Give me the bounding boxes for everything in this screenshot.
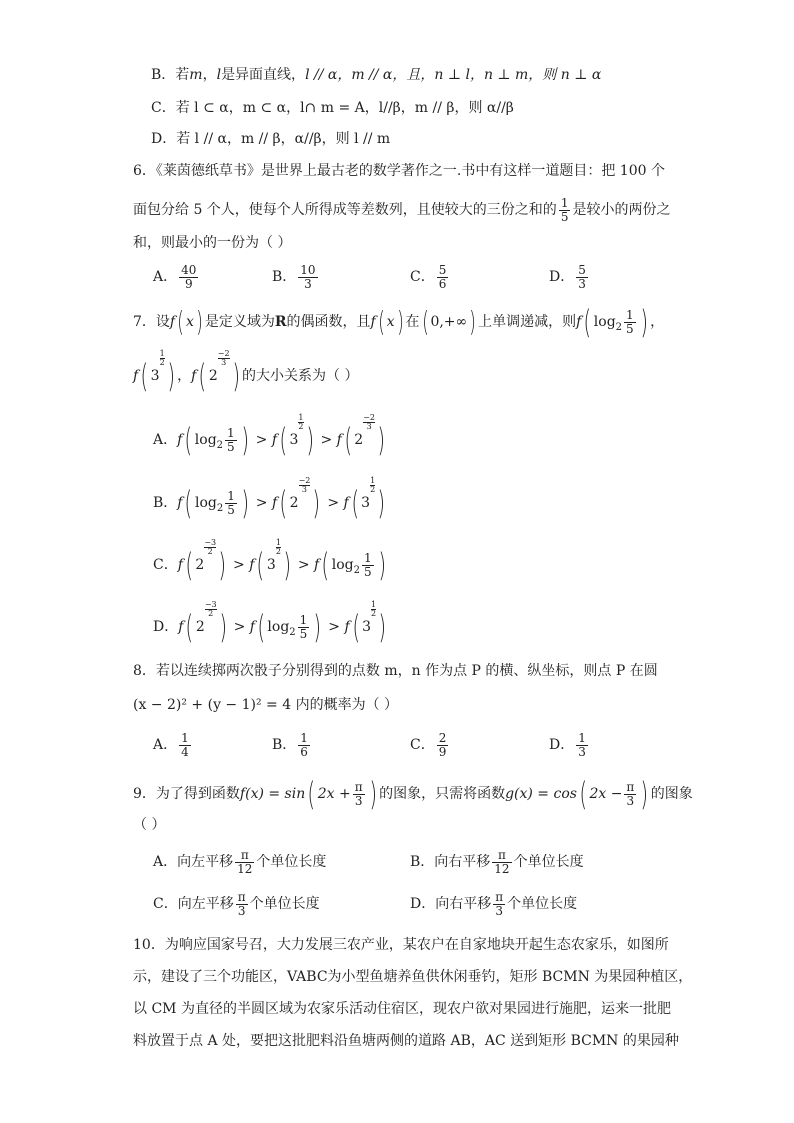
q6-c-den: 6 bbox=[438, 276, 447, 291]
q6-b-num: 10 bbox=[300, 263, 316, 277]
q7-d-e2d: 2 bbox=[371, 609, 377, 618]
q7-c-log: log bbox=[331, 557, 354, 573]
q7-a-gt2: > bbox=[320, 432, 333, 448]
q7-d-e1m: − bbox=[204, 600, 212, 609]
q7-c-f1: f bbox=[177, 557, 183, 573]
q7-a-o3: ( bbox=[344, 421, 352, 459]
q7-log-base: 2 bbox=[615, 321, 623, 333]
q5-option-d bbox=[151, 132, 390, 146]
q7-p6: 的大小关系为（ ） bbox=[242, 368, 359, 384]
q6-option-b[interactable] bbox=[272, 264, 320, 290]
q7-b-log: log bbox=[194, 495, 217, 511]
q9-c-pi: π bbox=[237, 890, 246, 904]
q7-c-two: 2 bbox=[195, 557, 205, 573]
q8-c-num: 2 bbox=[438, 731, 447, 745]
q7-b-f3: f bbox=[343, 495, 349, 511]
q9-c-unit: 个单位长度 bbox=[249, 896, 320, 913]
q9-b-frac bbox=[492, 849, 511, 875]
q9-option-b[interactable] bbox=[410, 849, 584, 875]
q7-d-gt2: > bbox=[328, 619, 340, 635]
q6-line-1: 6．《莱茵德纸草书》是世界上最古老的数学著作之一.书中有这样一道题目：把 100 个 bbox=[133, 163, 665, 179]
q8-b-frac bbox=[298, 732, 310, 758]
q7-p1: 7．设 bbox=[133, 314, 170, 330]
q8-c-den: 9 bbox=[438, 744, 447, 759]
q9-c-den: 3 bbox=[237, 903, 246, 918]
q6-line-2a: 面包分给 5 个人，使每个人所得成等差数列，且使较大的三份之和的 bbox=[133, 202, 557, 219]
q8-c-frac bbox=[437, 732, 449, 758]
q7-b-num: 1 bbox=[227, 488, 235, 503]
q6-line-2 bbox=[133, 197, 670, 223]
q9-a-pi: π bbox=[235, 849, 254, 863]
q7-exp-minus: − bbox=[217, 349, 225, 358]
q9-g-expr: g(x) = cos bbox=[505, 786, 577, 802]
q7-d-o1: ( bbox=[185, 608, 194, 646]
q7-d-den: 5 bbox=[299, 626, 308, 641]
q9-arg2: 2x − bbox=[589, 786, 623, 802]
q9-pi1: π bbox=[354, 779, 363, 794]
q9-a-unit: 个单位长度 bbox=[256, 854, 327, 871]
q7-comma: ， bbox=[650, 314, 665, 330]
q7-option-c[interactable] bbox=[153, 538, 388, 584]
q7-d-num: 1 bbox=[299, 612, 308, 627]
q7-p4: 在 bbox=[405, 314, 420, 330]
q7-b-three: 3 bbox=[361, 495, 371, 511]
q9-close1: ) bbox=[369, 775, 377, 813]
q7-line-2 bbox=[133, 349, 359, 395]
q7-c-o1: ( bbox=[185, 546, 193, 584]
q8-line-1: 8．若以连续掷两次骰子分别得到的点数 m，n 作为点 P 的横、纵坐标，则点 P 在圆 bbox=[133, 663, 658, 679]
q7-p5: 上单调递减，则 bbox=[478, 314, 577, 330]
q6-c-num: 5 bbox=[438, 263, 447, 277]
q9-three2: 3 bbox=[626, 793, 635, 808]
q9-b-pi: π bbox=[492, 849, 511, 863]
q7-d-o2: ( bbox=[257, 608, 265, 646]
q7-a-e2m: − bbox=[363, 413, 370, 422]
q7-c-e1n bbox=[204, 538, 216, 547]
q9-d-unit: 个单位长度 bbox=[507, 896, 578, 913]
q9-three1: 3 bbox=[354, 793, 363, 808]
q7-a-e1n: 1 bbox=[298, 413, 304, 422]
q7-b-two: 2 bbox=[289, 495, 299, 511]
q7-a-c1: ) bbox=[241, 421, 249, 459]
q9-d-den: 3 bbox=[495, 903, 503, 918]
q7-c-o3: ( bbox=[321, 546, 330, 584]
q9-d-frac bbox=[493, 891, 505, 917]
q7-c-exp2 bbox=[276, 539, 281, 556]
q6-frac-den: 5 bbox=[560, 209, 569, 224]
q7-d-e2n: 1 bbox=[371, 600, 377, 609]
q7-paren-open: ( bbox=[177, 305, 184, 338]
q6-a-frac bbox=[179, 264, 198, 290]
q7-big-open: ( bbox=[583, 303, 592, 341]
q6-a-num: 40 bbox=[181, 263, 197, 277]
q9-p2: 的图象，只需将函数 bbox=[379, 786, 506, 802]
q7-c-gt2: > bbox=[297, 557, 310, 573]
q9-d-pi: π bbox=[495, 890, 504, 904]
q7-b-f2: f bbox=[271, 495, 278, 511]
q8-d-frac bbox=[576, 732, 588, 758]
q9-frac1 bbox=[353, 781, 365, 807]
q7-exp-23-n: 2 bbox=[224, 349, 230, 358]
q9-arg1: 2x + bbox=[317, 786, 351, 802]
q7-d-o3: ( bbox=[352, 608, 360, 646]
q5-option-b bbox=[151, 68, 601, 82]
q9-a-frac bbox=[235, 849, 254, 875]
q8-a-num: 1 bbox=[181, 731, 189, 745]
q9-line-2: （ ） bbox=[133, 817, 166, 833]
q7-c-three: 3 bbox=[266, 557, 276, 573]
q7-d-f1: f bbox=[178, 619, 184, 635]
q7-b-e2n: 1 bbox=[370, 476, 376, 485]
q8-b-label: B． bbox=[272, 737, 297, 754]
q9-d-text: D．向右平移 bbox=[410, 896, 492, 913]
q6-d-num: 5 bbox=[578, 263, 586, 277]
q7-f5: f bbox=[191, 368, 197, 384]
q8-option-b[interactable] bbox=[272, 732, 312, 758]
q8-option-c[interactable] bbox=[410, 732, 450, 758]
q5-b-m: m bbox=[189, 67, 203, 83]
q7-paren-close: ) bbox=[196, 305, 203, 338]
q7-d-c1: ) bbox=[219, 608, 227, 646]
q7-c-e1m: − bbox=[204, 538, 212, 547]
q6-c-frac bbox=[437, 264, 449, 290]
q7-b-gt2: > bbox=[327, 495, 340, 511]
q7-f4: f bbox=[133, 368, 139, 384]
q7-den: 5 bbox=[626, 321, 634, 336]
q7-c-base: 2 bbox=[353, 564, 360, 576]
q9-option-d[interactable] bbox=[410, 891, 577, 917]
q7-a-o2: ( bbox=[279, 421, 287, 459]
q7-f2: f bbox=[370, 314, 376, 330]
q7-c-gt1: > bbox=[233, 557, 245, 573]
q7-a-e2d: 3 bbox=[363, 422, 375, 431]
q9-pi2: π bbox=[626, 779, 635, 794]
q8-a-den: 4 bbox=[181, 744, 189, 759]
q6-option-d[interactable] bbox=[549, 264, 590, 290]
q7-c-e1d: 2 bbox=[204, 547, 216, 556]
q7-d-c3: ) bbox=[378, 608, 387, 646]
q7-b-den: 5 bbox=[227, 502, 235, 517]
q7-b-exp1 bbox=[299, 477, 311, 494]
q9-b-unit: 个单位长度 bbox=[513, 854, 584, 871]
q7-paren-close2: ) bbox=[396, 305, 404, 338]
q7-three: 3 bbox=[150, 368, 160, 384]
q7-d-two: 2 bbox=[195, 619, 205, 635]
q7-interval: 0,+∞ bbox=[430, 314, 468, 330]
q7-c-num: 1 bbox=[363, 550, 372, 565]
q7-a-e2n bbox=[363, 413, 375, 422]
q6-d-label: D． bbox=[549, 269, 575, 286]
q7-b-base: 2 bbox=[216, 502, 224, 514]
q7-R: R bbox=[274, 314, 287, 330]
q7-a-num: 1 bbox=[227, 425, 235, 440]
q7-exp-half-num: 1 bbox=[159, 349, 165, 358]
q7-b-e2d: 2 bbox=[370, 485, 376, 494]
q6-b-label: B． bbox=[272, 269, 297, 286]
q7-a-e1d: 2 bbox=[298, 422, 304, 431]
q5-d-text: D．若 l // α，m // β，α//β，则 l // m bbox=[151, 131, 391, 147]
q8-option-a[interactable] bbox=[153, 732, 193, 758]
q9-f-expr: f(x) = sin bbox=[239, 786, 306, 802]
q7-c-e2d: 2 bbox=[275, 547, 281, 556]
q7-l2-open: ( bbox=[140, 357, 149, 395]
q9-c-frac bbox=[236, 891, 248, 917]
q7-log: log bbox=[593, 314, 616, 330]
q9-p3: 的图象 bbox=[650, 786, 693, 802]
q5-b-conditions: l // α，m // α，且，n ⊥ l，n ⊥ m，则 n ⊥ α bbox=[305, 67, 602, 83]
q9-b-text: B．向右平移 bbox=[410, 854, 491, 871]
q7-a-o1: ( bbox=[184, 421, 193, 459]
q5-b-l: l bbox=[216, 67, 222, 83]
q7-b-f1: f bbox=[177, 495, 183, 511]
q6-line-3: 和，则最小的一份为（ ） bbox=[133, 235, 292, 251]
q9-c-text: C．向左平移 bbox=[153, 896, 234, 913]
q7-option-a[interactable] bbox=[153, 413, 388, 459]
q7-a-c3: ) bbox=[377, 421, 386, 459]
q6-b-frac bbox=[298, 264, 317, 290]
q7-big-close: ) bbox=[640, 303, 648, 341]
q7-a-log: log bbox=[194, 432, 217, 448]
q7-d-log: log bbox=[267, 619, 290, 635]
q7-c-c1: ) bbox=[218, 546, 227, 584]
q7-exp-23-num bbox=[218, 349, 230, 358]
q7-b-e1d: 3 bbox=[299, 485, 311, 494]
q10-line-2: 示，建设了三个功能区，VABC为小型鱼塘养鱼供休闲垂钓，矩形 BCMN 为果园种植区， bbox=[133, 969, 693, 985]
q7-d-e1nn: 3 bbox=[211, 600, 217, 609]
q6-d-den: 3 bbox=[578, 276, 586, 291]
q9-frac2 bbox=[624, 781, 636, 807]
q8-option-d[interactable] bbox=[549, 732, 590, 758]
q8-b-num: 1 bbox=[300, 731, 308, 745]
q7-frac-1-5 bbox=[624, 309, 636, 335]
q7-b-e1m: − bbox=[298, 476, 306, 485]
q7-a-den: 5 bbox=[227, 439, 235, 454]
q7-c-f2: f bbox=[249, 557, 255, 573]
q6-line-2b: 是较小的两份之 bbox=[572, 202, 671, 219]
q9-open1: ( bbox=[307, 775, 316, 813]
q9-close2: ) bbox=[640, 775, 649, 813]
q7-l2-close: ) bbox=[167, 357, 175, 395]
q7-d-e1n bbox=[205, 600, 217, 609]
q7-two: 2 bbox=[208, 368, 218, 384]
q7-c-label: C． bbox=[153, 557, 178, 573]
q6-a-den: 9 bbox=[184, 276, 193, 291]
q7-b-gt1: > bbox=[255, 495, 268, 511]
q10-line-1: 10．为响应国家号召，大力发展三农产业，某农户在自家地块开起生态农家乐，如图所 bbox=[133, 937, 669, 953]
q7-c-exp1 bbox=[204, 539, 216, 556]
q5-b-text: 是异面直线， bbox=[221, 67, 306, 83]
q7-exp-23-den: 3 bbox=[218, 358, 230, 367]
q7-a-f1: f bbox=[177, 432, 183, 448]
q7-a-c2: ) bbox=[305, 421, 314, 459]
q7-c-f3: f bbox=[314, 557, 320, 573]
q7-d-f3: f bbox=[344, 619, 350, 635]
q8-a-frac bbox=[179, 732, 191, 758]
q9-line-1 bbox=[133, 775, 693, 813]
q6-d-frac bbox=[576, 264, 588, 290]
q7-b-label: B． bbox=[153, 495, 178, 511]
q7-comma2: ， bbox=[177, 368, 192, 384]
q7-b-frac bbox=[225, 490, 237, 516]
q7-option-b[interactable] bbox=[153, 476, 388, 522]
q7-f3: f bbox=[576, 314, 582, 330]
q8-b-den: 6 bbox=[300, 744, 308, 759]
q7-exp-23 bbox=[218, 350, 230, 367]
q6-option-c[interactable] bbox=[410, 264, 450, 290]
q6-fraction bbox=[559, 197, 571, 223]
q7-l2-close2: ) bbox=[232, 357, 240, 395]
q7-exp-half bbox=[160, 350, 165, 367]
q7-c-c3: ) bbox=[378, 546, 386, 584]
q7-interval-open: ( bbox=[421, 305, 429, 338]
q7-d-label: D． bbox=[153, 619, 179, 635]
q7-c-e2n: 1 bbox=[275, 538, 281, 547]
q7-b-c2: ) bbox=[312, 484, 321, 522]
q7-c-c2: ) bbox=[283, 546, 291, 584]
q7-d-base: 2 bbox=[289, 626, 296, 638]
q7-c-den: 5 bbox=[363, 564, 372, 579]
q7-a-gt1: > bbox=[255, 432, 268, 448]
q7-a-f3: f bbox=[336, 432, 342, 448]
q7-line-1 bbox=[133, 303, 665, 341]
q6-a-label: A． bbox=[153, 269, 178, 286]
q7-b-o1: ( bbox=[184, 484, 193, 522]
q7-b-c1: ) bbox=[241, 484, 249, 522]
q9-p1: 9．为了得到函数 bbox=[133, 786, 240, 802]
q7-option-d[interactable] bbox=[153, 600, 389, 646]
q8-a-label: A． bbox=[153, 737, 178, 754]
q7-b-e1n bbox=[299, 476, 311, 485]
q10-line-3: 以 CM 为直径的半圆区域为农家乐活动住宿区，现农户欲对果园进行施肥，运来一批肥 bbox=[133, 1001, 671, 1017]
q9-open2: ( bbox=[579, 775, 587, 813]
q9-a-den: 12 bbox=[237, 861, 253, 876]
q8-c-label: C． bbox=[410, 737, 435, 754]
q10-line-4: 料放置于点 A 处，要把这批肥料沿鱼塘两侧的道路 AB，AC 送到矩形 BCMN 的果园种 bbox=[133, 1033, 679, 1049]
q7-paren-open2: ( bbox=[377, 305, 385, 338]
q8-line-2: (x − 2)² + (y − 1)² = 4 内的概率为（ ） bbox=[133, 697, 399, 713]
q7-a-f2: f bbox=[271, 432, 277, 448]
q7-a-frac bbox=[225, 427, 237, 453]
q7-a-two: 2 bbox=[354, 432, 364, 448]
q7-num: 1 bbox=[626, 307, 634, 322]
q7-exp-half-den: 2 bbox=[159, 358, 165, 367]
q7-d-exp2 bbox=[371, 601, 376, 618]
q7-f: f bbox=[169, 314, 176, 330]
q7-b-e1nn: 2 bbox=[305, 476, 311, 485]
q8-d-label: D． bbox=[549, 737, 575, 754]
q7-d-exp1 bbox=[205, 601, 217, 618]
q7-x: x bbox=[186, 314, 194, 330]
q6-c-label: C． bbox=[410, 269, 435, 286]
q7-b-o3: ( bbox=[351, 484, 359, 522]
q7-a-base: 2 bbox=[216, 439, 224, 451]
q7-d-frac bbox=[298, 614, 310, 640]
q7-a-label: A． bbox=[153, 432, 178, 448]
q7-b-c3: ) bbox=[377, 484, 386, 522]
q7-b-exp2 bbox=[370, 477, 375, 494]
q9-option-c[interactable] bbox=[153, 891, 320, 917]
q7-l2-open2: ( bbox=[198, 357, 207, 395]
q5-c-text: C．若 l ⊂ α，m ⊂ α，l∩ m = A，l//β，m // β，则 α//β bbox=[151, 100, 514, 116]
q9-option-a[interactable] bbox=[153, 849, 326, 875]
q7-d-f2: f bbox=[249, 619, 255, 635]
q8-d-den: 3 bbox=[578, 744, 586, 759]
q5-b-comma: ， bbox=[202, 67, 217, 83]
q6-b-den: 3 bbox=[304, 276, 312, 291]
q7-d-three: 3 bbox=[362, 619, 372, 635]
q9-b-den: 12 bbox=[494, 861, 510, 876]
q5-b-label: B．若 bbox=[151, 67, 190, 83]
q7-x2: x bbox=[386, 314, 395, 330]
q7-p2: 是定义域为 bbox=[204, 314, 275, 330]
q7-d-e1d: 2 bbox=[205, 609, 217, 618]
q7-interval-close: ) bbox=[469, 305, 476, 338]
q7-a-exp1 bbox=[298, 414, 303, 431]
q7-c-frac bbox=[362, 552, 374, 578]
q5-option-c bbox=[151, 101, 514, 115]
q6-frac-num: 1 bbox=[560, 196, 569, 210]
q7-d-c2: ) bbox=[313, 608, 322, 646]
q7-a-e2nn: 2 bbox=[369, 413, 376, 422]
q9-a-text: A．向左平移 bbox=[153, 854, 234, 871]
q7-c-o2: ( bbox=[256, 546, 265, 584]
q8-d-num: 1 bbox=[578, 731, 586, 745]
q7-p3: 的偶函数，且 bbox=[286, 314, 371, 330]
q7-d-gt1: > bbox=[233, 619, 246, 635]
q7-c-e1nn: 3 bbox=[211, 538, 217, 547]
q7-b-o2: ( bbox=[279, 484, 288, 522]
q6-option-a[interactable] bbox=[153, 264, 200, 290]
q7-a-exp2 bbox=[363, 414, 375, 431]
q7-a-three: 3 bbox=[289, 432, 299, 448]
